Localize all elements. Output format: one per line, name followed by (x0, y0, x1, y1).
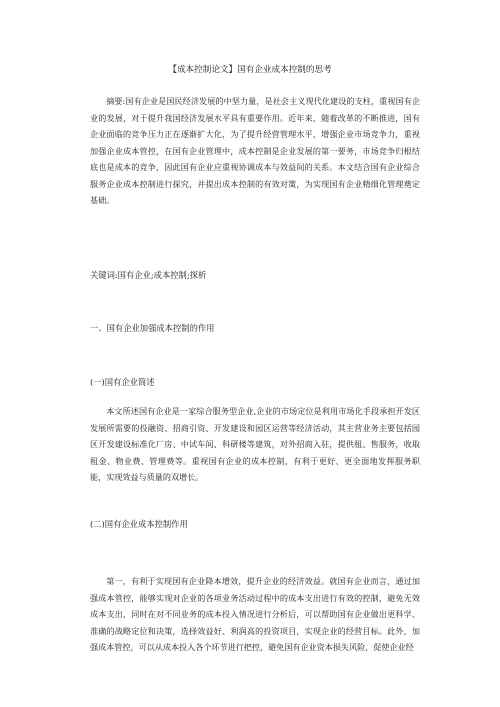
abstract-paragraph: 摘要:国有企业是国民经济发展的中坚力量，是社会主义现代化建设的支柱，重视国有企业的发展，对于提升我国经济发展水平具有重要作用。近年来，随着改革的不断推进，国有企业面临的竞争压力正在逐渐扩大化，为了提升经营管理水平，增强企业市场竞争力，重视加强企业成本管控，在国有企业管理中，成本控制是企业发展的第一要务，市场竞争归根结底也是成本的竞争，因此国有企业应重视协调成本与效益间的关系。本文结合国有企业综合服务企业成本控制进行探究，并提出成本控制的有效对策，为实现国有企业精细化管理奠定基础。 (90, 96, 420, 205)
company-intro-paragraph: 本文所述国有企业是一家综合服务型企业,企业的市场定位是利用市场化手段承担开发区发展所需要的投融资、招商引资、开发建设和园区运营等经济活动，其主营业务主要包括园区开发建设标准化厂房、中试车间、科研楼等建筑，对外招商入驻，提供租、售服务，收取租金、物业费、管理费等。重视国有企业的成本控制，有利于更好、更全面地发挥服务职能，实现效益与质量的双增长。 (90, 406, 420, 482)
keywords-line: 关键词:国有企业;成本控制;探析 (90, 270, 207, 280)
section-heading-1: 一、国有企业加强成本控制的作用 (90, 323, 215, 333)
cost-control-role-paragraph: 第一，有利于实现国有企业降本增效，提升企业的经济效益。就国有企业而言，通过加强成本管控，能够实现对企业的各项业务活动过程中的成本支出进行有效的控制，避免无效成本支出，同时在对不同业务的成本投入情况进行分析后，可以帮助国有企业做出更科学、准确的战略定位和决策，选择效益好、利润高的投资项目，实现企业的经营目标。此外，加强成本管控，可以从成本投入各个环节进行把控，避免国有企业资本损失风险，促使企业经 (90, 576, 420, 652)
subsection-heading-1: (一)国有企业简述 (90, 377, 155, 387)
document-title: 【成本控制论文】国有企业成本控制的思考 (168, 65, 332, 75)
subsection-heading-2: (二)国有企业成本控制作用 (90, 519, 188, 529)
